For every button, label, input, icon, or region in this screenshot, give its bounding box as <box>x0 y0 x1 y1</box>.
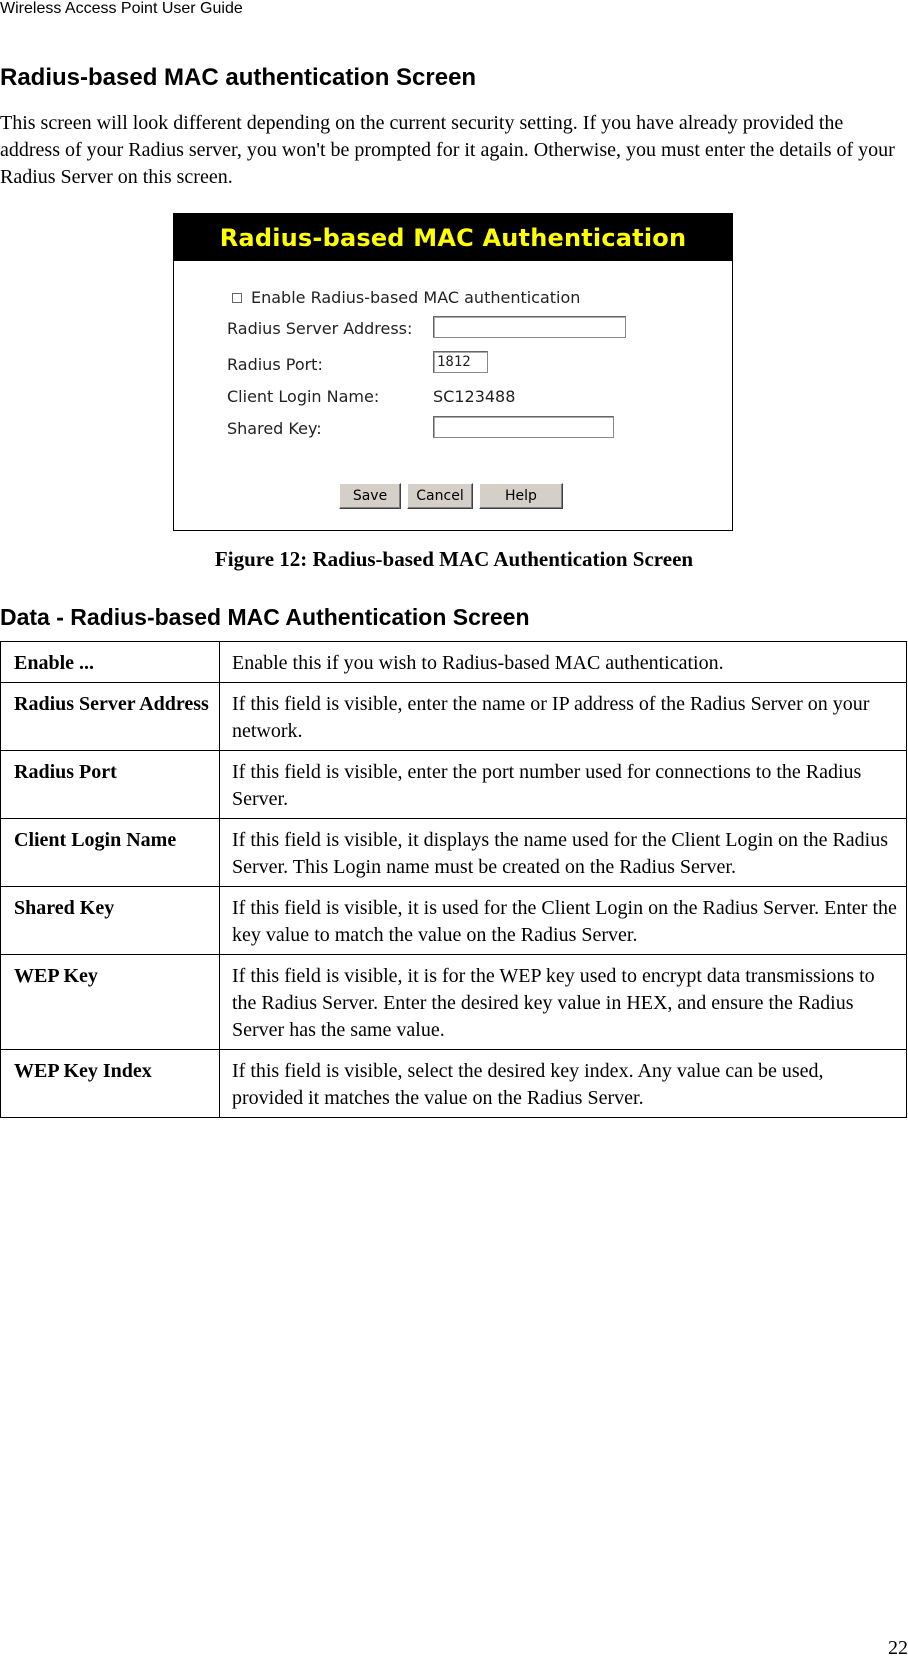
field-name: Client Login Name <box>1 819 220 887</box>
client-login-label: Client Login Name: <box>227 387 380 406</box>
server-address-label: Radius Server Address: <box>227 319 413 338</box>
field-description: If this field is visible, enter the port number used for connections to the Radius Server. <box>220 751 907 819</box>
radius-port-input[interactable]: 1812 <box>433 351 488 373</box>
enable-label: Enable Radius-based MAC authentication <box>251 288 581 307</box>
table-row <box>1 1050 907 1118</box>
server-address-input[interactable] <box>433 316 626 338</box>
figure-header: Radius-based MAC Authentication <box>174 214 732 261</box>
radius-mac-auth-screenshot <box>173 213 733 531</box>
save-button[interactable]: Save <box>339 483 401 509</box>
shared-key-label: Shared Key: <box>227 419 322 438</box>
field-name: Shared Key <box>1 887 220 955</box>
field-description: Enable this if you wish to Radius-based MAC authentication. <box>220 642 907 683</box>
field-name: Enable ... <box>1 642 220 683</box>
field-description: If this field is visible, select the desired key index. Any value can be used, provided it matches the value on the Radius Server. <box>220 1050 907 1118</box>
running-head: Wireless Access Point User Guide <box>0 0 243 17</box>
figure-form <box>174 261 732 530</box>
field-description: If this field is visible, enter the name or IP address of the Radius Server on your network. <box>220 683 907 751</box>
field-description: If this field is visible, it displays the name used for the Client Login on the Radius Server. This Login name must be created on the Radius Server. <box>220 819 907 887</box>
field-name: Radius Server Address <box>1 683 220 751</box>
enable-row <box>232 288 580 307</box>
table-row <box>1 642 907 683</box>
field-description: If this field is visible, it is used for the Client Login on the Radius Server. Enter the key value to match the value on the Radius Server. <box>220 887 907 955</box>
client-login-value: SC123488 <box>433 387 516 406</box>
field-name: WEP Key <box>1 955 220 1050</box>
table-row <box>1 683 907 751</box>
shared-key-input[interactable] <box>433 416 614 438</box>
section-title: Radius-based MAC authentication Screen <box>0 64 477 91</box>
table-row <box>1 751 907 819</box>
table-row <box>1 955 907 1050</box>
help-button[interactable]: Help <box>479 483 563 509</box>
intro-paragraph: This screen will look different depending on the current security setting. If you have already provided the address of your Radius server, you won't be prompted for it again. Otherwise, you must enter the details of your Radius Server on this screen. <box>0 112 895 188</box>
table-row <box>1 819 907 887</box>
enable-checkbox[interactable] <box>232 293 242 303</box>
field-description-table <box>0 641 907 1118</box>
page-number: 22 <box>888 1637 908 1659</box>
cancel-button[interactable]: Cancel <box>407 483 473 509</box>
field-description: If this field is visible, it is for the WEP key used to encrypt data transmissions to the Radius Server. Enter the desired key value in HEX, and ensure the Radius Server has the same value. <box>220 955 907 1050</box>
data-table-title: Data - Radius-based MAC Authentication Screen <box>0 604 530 630</box>
radius-port-label: Radius Port: <box>227 355 323 374</box>
field-name: WEP Key Index <box>1 1050 220 1118</box>
table-row <box>1 887 907 955</box>
figure-caption: Figure 12: Radius-based MAC Authentication Screen <box>214 547 694 571</box>
field-name: Radius Port <box>1 751 220 819</box>
